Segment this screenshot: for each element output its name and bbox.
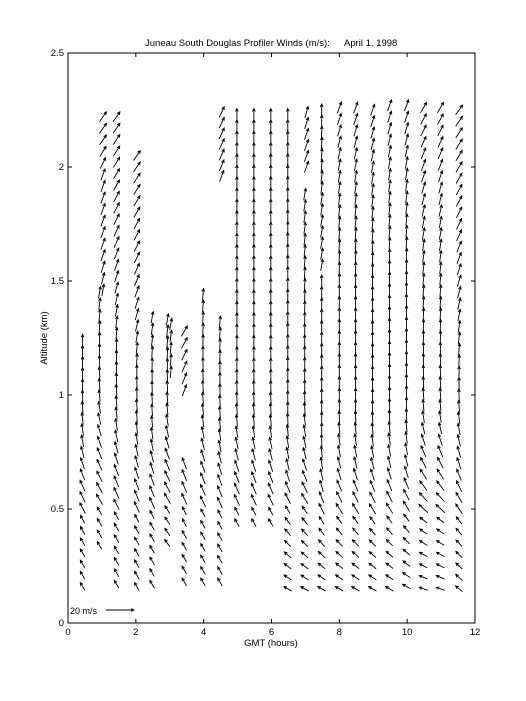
x-tick-label: 0 [65,627,71,638]
y-tick-label: 1.5 [50,276,64,287]
y-axis-label: Altitude (km) [39,311,50,365]
y-tick-label: 2.5 [50,48,64,59]
x-tick-label: 10 [401,627,413,638]
reference-vector-label: 20 m/s [70,606,98,616]
chart-date: April 1, 1998 [344,38,398,49]
x-tick-label: 4 [201,627,207,638]
y-tick-label: 0.5 [50,504,64,515]
x-tick-label: 12 [469,627,481,638]
x-tick-label: 6 [268,627,275,638]
x-axis-label: GMT (hours) [244,638,298,649]
chart-title: Juneau South Douglas Profiler Winds (m/s): [145,38,330,49]
y-tick-label: 1 [58,390,64,401]
y-tick-label: 0 [58,618,64,629]
x-tick-label: 8 [336,627,342,638]
x-tick-label: 2 [133,627,139,638]
y-tick-label: 2 [58,162,64,173]
